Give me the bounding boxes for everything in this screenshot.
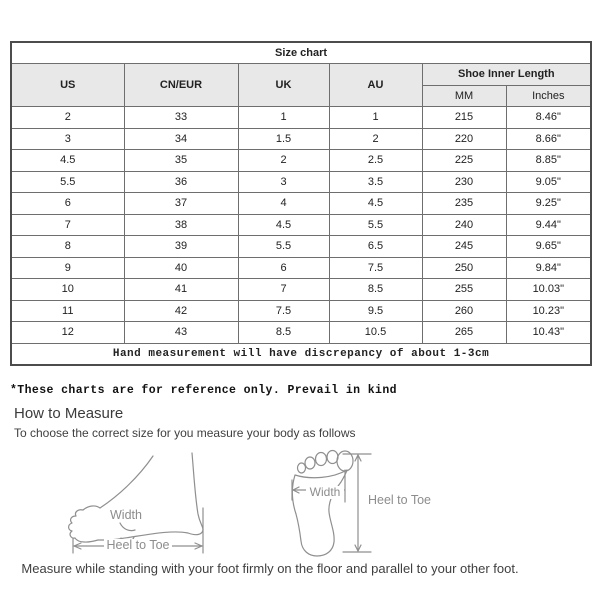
table-cell: 9.25" <box>506 193 591 215</box>
table-cell: 4 <box>238 193 329 215</box>
table-cell: 8.5 <box>238 322 329 344</box>
table-cell: 240 <box>422 214 506 236</box>
table-cell: 9.5 <box>329 300 422 322</box>
table-cell: 7.5 <box>238 300 329 322</box>
table-cell: 37 <box>124 193 238 215</box>
table-footnote-row <box>11 343 591 365</box>
table-cell: 33 <box>124 107 238 129</box>
table-cell: 10.43" <box>506 322 591 344</box>
toe-icon <box>305 457 315 469</box>
table-title: Size chart <box>11 42 591 64</box>
toe-small-icon <box>298 463 306 473</box>
table-cell: 220 <box>422 128 506 150</box>
table-row <box>11 193 591 215</box>
table-footnote: Hand measurement will have discrepancy of about 1-3cm <box>11 343 591 365</box>
size-table-body <box>11 107 591 344</box>
table-cell: 43 <box>124 322 238 344</box>
sole-heel-to-toe-label: Heel to Toe <box>368 493 432 507</box>
table-cell: 10.23" <box>506 300 591 322</box>
measure-instruction: Measure while standing with your foot firmly on the floor and parallel to your other foot. <box>21 561 519 576</box>
table-cell: 36 <box>124 171 238 193</box>
table-cell: 7 <box>11 214 124 236</box>
side-width-label: Width <box>110 508 142 522</box>
table-cell: 6 <box>11 193 124 215</box>
table-header-row <box>11 64 591 86</box>
table-cell: 8.66" <box>506 128 591 150</box>
table-cell: 11 <box>11 300 124 322</box>
table-cell: 2 <box>11 107 124 129</box>
table-cell: 8 <box>11 236 124 258</box>
reference-note: *These charts are for reference only. Prevail in kind <box>10 384 397 397</box>
toe-icon <box>327 451 338 464</box>
table-title-row <box>11 42 591 64</box>
side-heel-to-toe-label: Heel to Toe <box>104 539 172 552</box>
table-cell: 7 <box>238 279 329 301</box>
table-cell: 4.5 <box>11 150 124 172</box>
table-cell: 42 <box>124 300 238 322</box>
table-cell: 39 <box>124 236 238 258</box>
table-cell: 3 <box>11 128 124 150</box>
size-chart-table <box>10 41 592 366</box>
table-cell: 260 <box>422 300 506 322</box>
table-cell: 2 <box>329 128 422 150</box>
table-cell: 8.46" <box>506 107 591 129</box>
table-cell: 1 <box>329 107 422 129</box>
table-cell: 35 <box>124 150 238 172</box>
table-cell: 3.5 <box>329 171 422 193</box>
sole-width-label: Width <box>306 486 344 499</box>
table-cell: 215 <box>422 107 506 129</box>
table-cell: 4.5 <box>238 214 329 236</box>
foot-side-outline <box>69 453 203 542</box>
table-cell: 4.5 <box>329 193 422 215</box>
table-cell: 9.05" <box>506 171 591 193</box>
table-cell: 225 <box>422 150 506 172</box>
table-cell: 1 <box>238 107 329 129</box>
table-cell: 40 <box>124 257 238 279</box>
foot-sole-outline <box>292 470 347 556</box>
foot-side-view-diagram <box>63 446 298 564</box>
table-row <box>11 214 591 236</box>
toe-icon <box>316 453 327 466</box>
table-cell: 8.85" <box>506 150 591 172</box>
column-header-uk: UK <box>238 64 329 107</box>
table-cell: 12 <box>11 322 124 344</box>
table-cell: 9.65" <box>506 236 591 258</box>
width-leader-curve <box>120 523 135 531</box>
table-cell: 2 <box>238 150 329 172</box>
table-row <box>11 171 591 193</box>
table-cell: 250 <box>422 257 506 279</box>
table-cell: 38 <box>124 214 238 236</box>
table-cell: 230 <box>422 171 506 193</box>
column-header-mm: MM <box>422 85 506 107</box>
table-cell: 10.5 <box>329 322 422 344</box>
table-cell: 5.5 <box>238 236 329 258</box>
table-row <box>11 107 591 129</box>
column-header-au: AU <box>329 64 422 107</box>
table-cell: 265 <box>422 322 506 344</box>
table-cell: 6 <box>238 257 329 279</box>
table-cell: 2.5 <box>329 150 422 172</box>
column-header-inner-length: Shoe Inner Length <box>422 64 591 86</box>
table-row <box>11 322 591 344</box>
table-cell: 245 <box>422 236 506 258</box>
how-to-measure-heading: How to Measure <box>14 405 124 422</box>
table-row <box>11 300 591 322</box>
table-cell: 9.84" <box>506 257 591 279</box>
table-cell: 5.5 <box>329 214 422 236</box>
column-header-cneur: CN/EUR <box>124 64 238 107</box>
table-cell: 8.5 <box>329 279 422 301</box>
table-cell: 5.5 <box>11 171 124 193</box>
table-cell: 255 <box>422 279 506 301</box>
table-cell: 1.5 <box>238 128 329 150</box>
how-to-measure-subheading: To choose the correct size for you measure your body as follows <box>14 426 356 440</box>
table-cell: 3 <box>238 171 329 193</box>
column-header-inches: Inches <box>506 85 591 107</box>
table-cell: 235 <box>422 193 506 215</box>
column-header-us: US <box>11 64 124 107</box>
table-cell: 7.5 <box>329 257 422 279</box>
table-cell: 10 <box>11 279 124 301</box>
table-cell: 10.03" <box>506 279 591 301</box>
table-row <box>11 279 591 301</box>
table-cell: 34 <box>124 128 238 150</box>
table-row <box>11 257 591 279</box>
table-cell: 9.44" <box>506 214 591 236</box>
table-row <box>11 150 591 172</box>
table-cell: 6.5 <box>329 236 422 258</box>
table-row <box>11 128 591 150</box>
table-cell: 41 <box>124 279 238 301</box>
table-cell: 9 <box>11 257 124 279</box>
table-row <box>11 236 591 258</box>
